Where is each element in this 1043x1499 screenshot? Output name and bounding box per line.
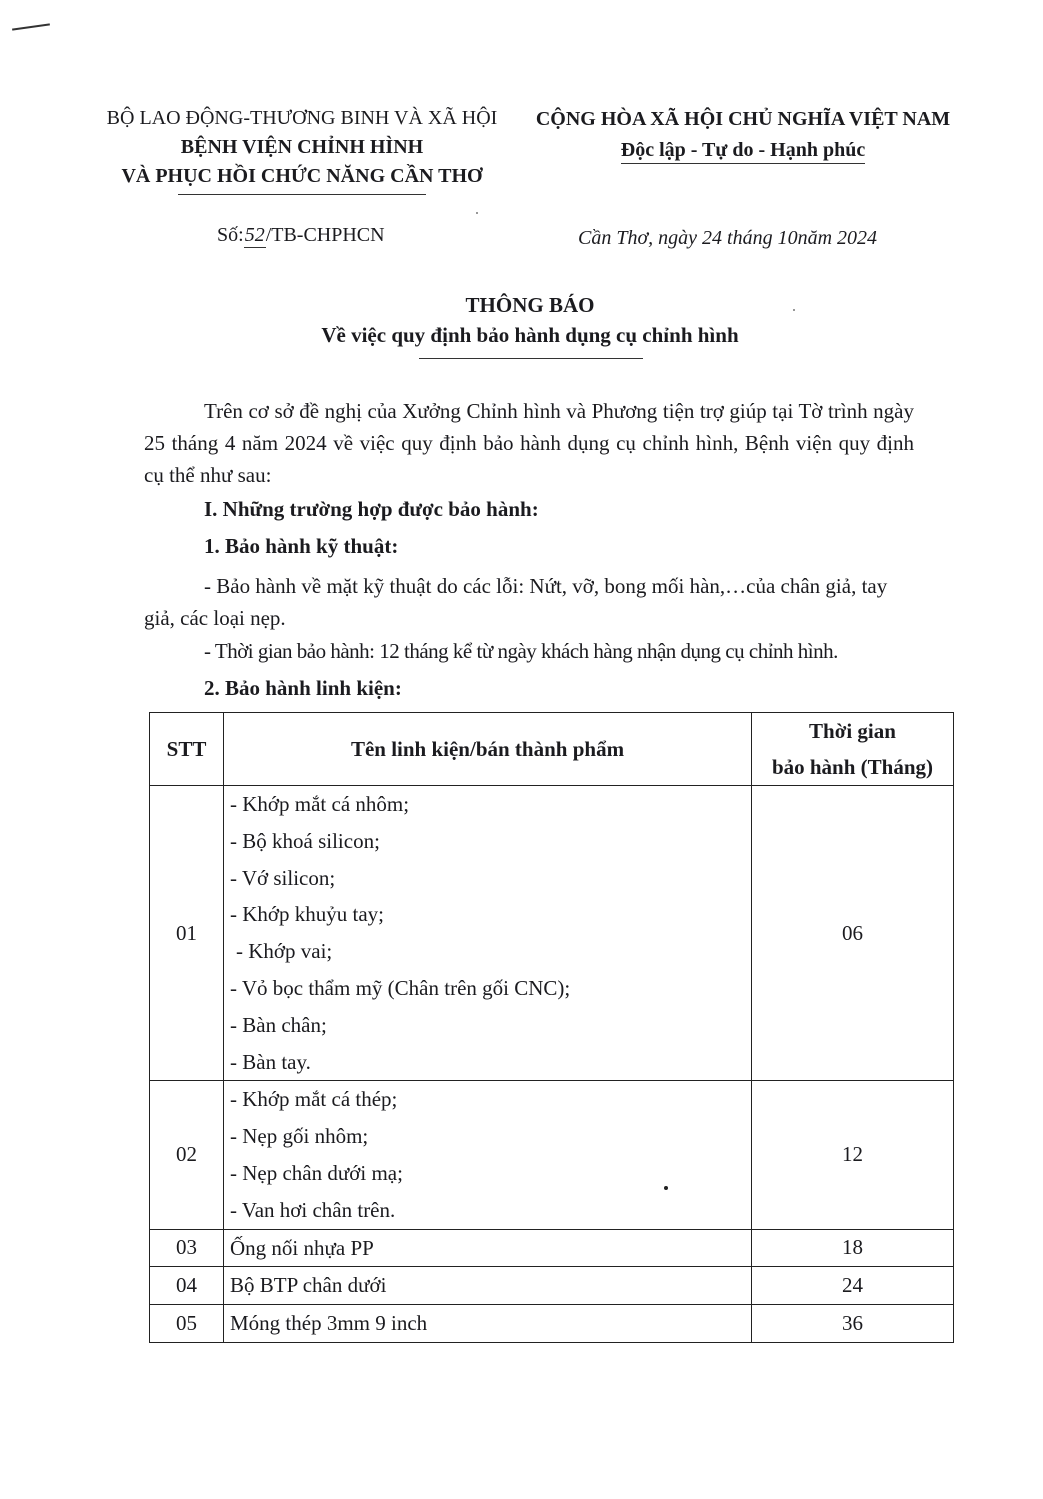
scan-speck <box>476 212 478 214</box>
scan-pen-mark <box>12 23 50 30</box>
country-name: CỘNG HÒA XÃ HỘI CHỦ NGHĨA VIỆT NAM <box>535 108 951 130</box>
row-items <box>224 786 752 1081</box>
document-title: THÔNG BÁO <box>465 293 595 317</box>
national-motto: Độc lập - Tự do - Hạnh phúc <box>621 137 865 164</box>
row-stt: 02 <box>150 1081 224 1229</box>
list-item: - Khớp mắt cá thép; <box>230 1087 398 1112</box>
header-stt: STT <box>150 713 224 786</box>
list-item: - Khớp vai; <box>236 939 333 964</box>
doc-number-value: 52 <box>244 224 265 246</box>
row-months: 06 <box>752 786 954 1081</box>
hospital-name-line1: BỆNH VIỆN CHỈNH HÌNH <box>180 136 424 158</box>
list-item: - Bàn chân; <box>230 1012 327 1037</box>
row-months: 24 <box>752 1267 954 1305</box>
list-item: - Khớp khuỷu tay; <box>230 902 385 927</box>
table-row <box>150 1305 954 1343</box>
row-months: 12 <box>752 1081 954 1229</box>
doc-number-suffix: /TB-CHPHCN <box>265 224 385 246</box>
list-item: - Vỏ bọc thẩm mỹ (Chân trên gối CNC); <box>230 975 571 1000</box>
document-title-block <box>220 290 840 350</box>
title-underline <box>419 358 643 359</box>
row-stt: 01 <box>150 786 224 1081</box>
doc-number-prefix: Số: <box>217 224 244 246</box>
header-component-name: Tên linh kiện/bán thành phẩm <box>224 713 752 786</box>
intro-paragraph: Trên cơ sở đề nghị của Xưởng Chỉnh hình và Phương tiện trợ giúp tại Tờ trình ngày 25 tháng 4 năm 2024 về việc quy định bảo hành dụng cụ chỉnh hình, Bệnh viện quy định cụ thể như sau: <box>144 399 914 487</box>
component-warranty-table <box>149 712 954 1343</box>
list-item: - Nẹp gối nhôm; <box>230 1124 369 1149</box>
table-row <box>150 786 954 1081</box>
national-header <box>525 104 961 166</box>
list-item: - Vớ silicon; <box>230 865 336 890</box>
list-item: - Van hơi chân trên. <box>230 1197 396 1222</box>
date-place: Cần Thơ, ngày <box>578 227 698 249</box>
hospital-name-line2: VÀ PHỤC HỒI CHỨC NĂNG CẦN THƠ <box>121 165 483 187</box>
row-items <box>224 1081 752 1229</box>
row-months: 36 <box>752 1305 954 1343</box>
ministry-name: BỘ LAO ĐỘNG-THƯƠNG BINH VÀ XÃ HỘI <box>106 107 498 129</box>
list-item: - Nẹp chân dưới mạ; <box>230 1160 403 1185</box>
subsection-heading-components: 2. Bảo hành linh kiện: <box>204 676 402 700</box>
date-month: 10 <box>777 227 798 249</box>
document-date <box>578 227 877 250</box>
row-months: 18 <box>752 1229 954 1267</box>
header-warranty-line2: bảo hành (Tháng) <box>771 755 934 779</box>
row-stt: 05 <box>150 1305 224 1343</box>
table-row <box>150 1267 954 1305</box>
technical-warranty-paragraph: - Bảo hành về mặt kỹ thuật do các lỗi: Nứt, vỡ, bong mối hàn,…của chân giả, tay giả, các loại nẹp. <box>144 574 888 630</box>
table-row <box>150 1081 954 1229</box>
subsection-heading-technical: 1. Bảo hành kỹ thuật: <box>204 534 399 558</box>
row-stt: 04 <box>150 1267 224 1305</box>
row-item: Bộ BTP chân dưới <box>224 1267 752 1305</box>
date-day: 24 <box>702 227 723 249</box>
date-year: năm 2024 <box>797 227 878 249</box>
issuer-underline <box>178 194 426 195</box>
table-header-row <box>150 713 954 786</box>
date-month-label: tháng <box>727 227 773 249</box>
document-number <box>217 224 385 248</box>
row-item: Ống nối nhựa PP <box>224 1229 752 1267</box>
header-warranty-period <box>752 713 954 786</box>
issuer-header <box>96 104 508 195</box>
list-item: - Bộ khoá silicon; <box>230 828 380 853</box>
row-item: Móng thép 3mm 9 inch <box>224 1305 752 1343</box>
table-row <box>150 1229 954 1267</box>
list-item: - Khớp mắt cá nhôm; <box>230 792 410 816</box>
section-heading: I. Những trường hợp được bảo hành: <box>204 497 539 521</box>
row-stt: 03 <box>150 1229 224 1267</box>
warranty-period-paragraph: - Thời gian bảo hành: 12 tháng kể từ ngày khách hàng nhận dụng cụ chỉnh hình. <box>204 639 838 663</box>
list-item: - Bàn tay. <box>230 1049 311 1074</box>
document-subtitle: Về việc quy định bảo hành dụng cụ chỉnh hình <box>321 323 739 347</box>
header-warranty-line1: Thời gian <box>809 719 896 743</box>
